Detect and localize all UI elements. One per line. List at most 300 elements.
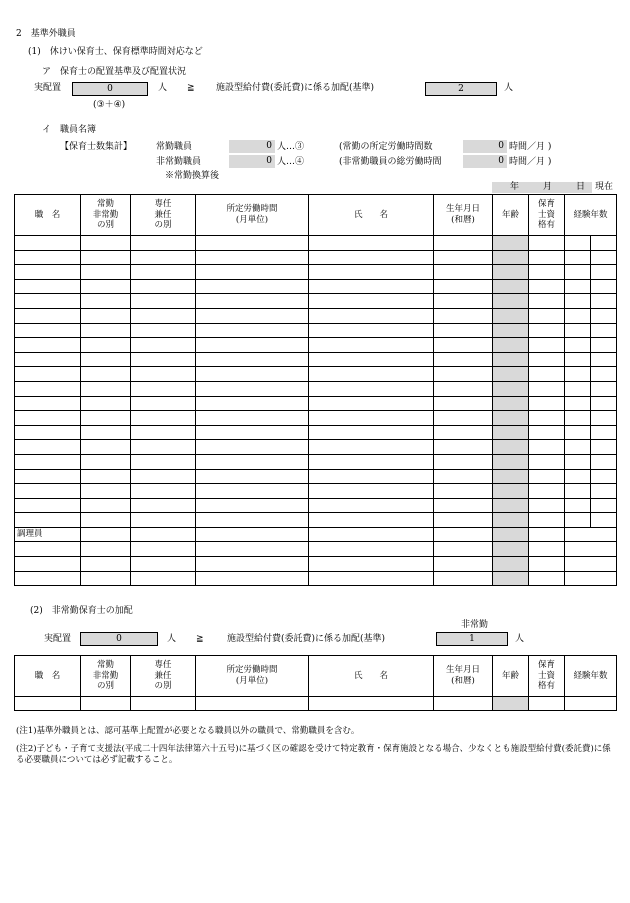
cell[interactable] [196,697,309,711]
cell[interactable] [529,338,565,353]
cell[interactable] [81,367,131,382]
cell[interactable] [15,425,81,440]
t2-col-role: 職 名 [15,656,81,697]
cell[interactable] [434,381,493,396]
cell[interactable] [81,308,131,323]
cell[interactable] [131,425,196,440]
cell[interactable] [81,396,131,411]
cell[interactable] [591,338,617,353]
cell[interactable] [196,265,309,280]
table-row [15,542,617,557]
cell[interactable] [131,440,196,455]
date-now-label: 現在 [595,182,614,192]
cell[interactable] [15,411,81,426]
t2-col-dedicated: 専任 兼任 の別 [131,656,196,697]
parttime-label: 非常勤職員 [156,157,202,167]
cell[interactable] [591,411,617,426]
cell[interactable] [565,367,591,382]
s2-facility-allowance-label: 施設型給付費(委託費)に係る加配(基準) [227,634,386,644]
cell[interactable] [15,557,81,572]
cell[interactable] [434,697,493,711]
table-row [15,440,617,455]
cell[interactable] [434,498,493,513]
section-title: 2 基準外職員 [16,29,76,39]
cell[interactable] [15,469,81,484]
cell[interactable] [15,338,81,353]
required-placement-value: 2 [458,84,464,94]
date-year: 年 [510,182,520,192]
cell[interactable] [309,396,434,411]
cell[interactable] [81,527,131,542]
cell[interactable] [15,697,81,711]
cell[interactable] [529,411,565,426]
cell[interactable] [196,236,309,251]
cell[interactable] [434,513,493,528]
fulltime-suffix: 人…③ [277,142,305,152]
col-cert: 保育 士資 格有 [529,195,565,236]
cell[interactable] [309,454,434,469]
cell[interactable] [131,697,196,711]
subsection-1b-title: イ 職員名簿 [42,125,97,135]
cell[interactable] [196,411,309,426]
cell[interactable] [81,323,131,338]
parttime-suffix: 人…④ [277,157,305,167]
cell[interactable] [131,411,196,426]
cell[interactable] [81,425,131,440]
cell[interactable] [434,484,493,499]
cell[interactable] [529,323,565,338]
age-cell [493,411,529,426]
col-birth: 生年月日 (和暦) [434,195,493,236]
cell[interactable] [529,250,565,265]
cell[interactable] [591,279,617,294]
cell[interactable] [565,454,591,469]
cell[interactable] [196,279,309,294]
cell[interactable] [434,250,493,265]
cell[interactable] [15,294,81,309]
cell[interactable] [309,440,434,455]
parttime-count-field[interactable] [229,155,275,168]
parttime-count-value: 0 [266,156,272,166]
cell[interactable] [81,440,131,455]
note-1: (注1)基準外職員とは、認可基準上配置が必要となる職員以外の職員で、常勤職員を含む。 [16,726,360,736]
cell[interactable] [591,498,617,513]
cell[interactable] [196,557,309,572]
cell[interactable] [309,294,434,309]
col-name: 氏 名 [309,195,434,236]
actual-placement-value: 0 [107,84,113,94]
cell[interactable] [131,279,196,294]
table-row [15,484,617,499]
cell[interactable] [434,338,493,353]
cell[interactable] [529,294,565,309]
cell[interactable] [131,367,196,382]
fulltime-hours-field[interactable] [463,140,507,153]
cell[interactable] [309,308,434,323]
subsection-2-title: (2) 非常勤保育士の加配 [30,606,133,616]
cell[interactable] [565,571,617,586]
age-cell [493,425,529,440]
s2-person-unit-2: 人 [515,634,525,644]
cell[interactable] [529,513,565,528]
cell[interactable] [529,557,565,572]
table-row [15,308,617,323]
cell[interactable] [565,236,591,251]
parttime-hours-field[interactable] [463,155,507,168]
date-month: 月 [543,182,553,192]
cell[interactable] [309,425,434,440]
s2-person-unit: 人 [167,634,177,644]
cell[interactable] [309,236,434,251]
cell[interactable] [131,265,196,280]
cell[interactable] [196,381,309,396]
cell[interactable] [15,513,81,528]
cell[interactable] [529,454,565,469]
cell[interactable] [565,542,617,557]
cell[interactable] [81,513,131,528]
cell[interactable] [565,396,591,411]
note-2: (注2)子ども・子育て支援法(平成二十四年法律第六十五号)に基づく区の確認を受けて特定教育・保育施設となる場合、少なくとも施設型給付費(委託費)に係る必要職員については必ず記載すること。 [16,744,611,766]
cell[interactable] [309,542,434,557]
cell[interactable] [196,454,309,469]
cell[interactable] [15,352,81,367]
age-cell [493,236,529,251]
cell[interactable] [591,469,617,484]
subsection-1-title: (1) 休けい保育士、保育標準時間対応など [28,47,203,57]
cell[interactable] [81,250,131,265]
actual-placement-label: 実配置 [34,83,62,93]
cell[interactable] [196,250,309,265]
cell[interactable] [591,265,617,280]
required-placement-field[interactable] [425,82,497,96]
cell[interactable] [15,265,81,280]
cell[interactable] [434,396,493,411]
cell[interactable] [591,381,617,396]
cell[interactable] [434,308,493,323]
cell[interactable] [565,381,591,396]
cell[interactable] [15,498,81,513]
table-row [15,411,617,426]
cell[interactable] [131,396,196,411]
cell[interactable] [529,352,565,367]
table-row [15,323,617,338]
cell[interactable] [131,469,196,484]
age-cell [493,381,529,396]
cell[interactable] [15,381,81,396]
cell[interactable] [81,469,131,484]
cell[interactable] [565,338,591,353]
cell[interactable] [15,542,81,557]
age-cell [493,440,529,455]
age-cell [493,308,529,323]
cell[interactable] [196,498,309,513]
cell[interactable] [434,279,493,294]
cell[interactable] [434,352,493,367]
age-cell [493,338,529,353]
cell[interactable] [565,527,617,542]
cell[interactable] [565,513,591,528]
cell[interactable] [434,367,493,382]
cell[interactable] [591,236,617,251]
cell[interactable] [131,454,196,469]
cell[interactable] [131,557,196,572]
cell[interactable] [565,498,591,513]
table-header-row [15,195,617,236]
cell[interactable] [309,381,434,396]
cell[interactable] [591,425,617,440]
cell[interactable] [565,469,591,484]
fulltime-hours-suffix: 時間／月 ) [509,142,552,152]
cell[interactable] [15,571,81,586]
cell[interactable] [529,440,565,455]
cell[interactable] [15,323,81,338]
cell[interactable] [196,513,309,528]
cell[interactable] [196,425,309,440]
cell[interactable] [81,484,131,499]
cell[interactable] [309,469,434,484]
cell[interactable] [434,469,493,484]
cell[interactable] [434,542,493,557]
cell[interactable] [591,396,617,411]
cell[interactable] [15,396,81,411]
cell[interactable] [81,542,131,557]
cell[interactable] [565,294,591,309]
cell[interactable] [15,484,81,499]
cell[interactable] [81,381,131,396]
cell[interactable] [529,498,565,513]
cell[interactable] [131,323,196,338]
cell[interactable] [434,236,493,251]
cell[interactable] [309,250,434,265]
cell[interactable] [434,425,493,440]
cell[interactable] [529,381,565,396]
cell[interactable] [131,498,196,513]
age-cell [493,367,529,382]
cell[interactable] [309,265,434,280]
cell[interactable] [81,294,131,309]
table2-row [15,697,617,711]
table-row [15,425,617,440]
cell[interactable] [15,308,81,323]
cell[interactable] [81,454,131,469]
cell[interactable] [131,294,196,309]
cell[interactable] [81,411,131,426]
cell[interactable] [196,527,309,542]
age-cell [493,323,529,338]
cell[interactable] [15,279,81,294]
cell[interactable] [196,308,309,323]
cell[interactable] [131,542,196,557]
cell[interactable] [309,527,434,542]
cell[interactable] [81,557,131,572]
cell[interactable] [591,513,617,528]
cell[interactable] [196,469,309,484]
parttime-staff-table [14,655,617,711]
s2-required-placement-field[interactable] [436,632,508,646]
cell[interactable] [15,440,81,455]
cell[interactable] [434,294,493,309]
cell[interactable] [131,352,196,367]
cell[interactable] [529,308,565,323]
cell[interactable] [591,454,617,469]
cell[interactable] [529,265,565,280]
cell[interactable] [309,411,434,426]
table-row [15,571,617,586]
cell[interactable] [131,484,196,499]
cell[interactable] [565,279,591,294]
cell[interactable] [81,265,131,280]
age-cell [493,469,529,484]
cell[interactable] [434,557,493,572]
s2-required-placement-value: 1 [469,634,475,644]
table-row [15,513,617,528]
cell[interactable] [434,411,493,426]
cell[interactable] [309,697,434,711]
cell[interactable] [131,338,196,353]
cell[interactable] [591,367,617,382]
cell[interactable] [529,236,565,251]
cell[interactable] [15,236,81,251]
date-field[interactable] [492,182,592,193]
cell[interactable] [434,323,493,338]
cell[interactable] [131,381,196,396]
cell[interactable] [434,265,493,280]
cell[interactable] [196,294,309,309]
parttime-hours-value: 0 [498,156,504,166]
cell[interactable] [565,308,591,323]
table-row [15,352,617,367]
sum-note: (③＋④) [93,100,126,110]
cell[interactable] [81,498,131,513]
cell[interactable] [196,323,309,338]
cell[interactable] [434,454,493,469]
cell[interactable] [81,697,131,711]
cell[interactable] [196,367,309,382]
age-cell [493,557,529,572]
cell[interactable] [565,484,591,499]
cell[interactable] [529,542,565,557]
cell[interactable] [131,571,196,586]
s2-actual-placement-label: 実配置 [44,634,72,644]
cell[interactable] [196,440,309,455]
cell[interactable] [131,513,196,528]
t2-col-name: 氏 名 [309,656,434,697]
cell[interactable] [196,484,309,499]
cell[interactable] [196,396,309,411]
cell[interactable] [15,454,81,469]
cell[interactable] [309,513,434,528]
cell[interactable] [565,697,617,711]
cell[interactable] [591,440,617,455]
cell[interactable] [529,279,565,294]
cell[interactable] [131,527,196,542]
cell[interactable] [565,323,591,338]
cell[interactable] [591,250,617,265]
table-row [15,250,617,265]
cell[interactable] [131,250,196,265]
cell[interactable] [434,571,493,586]
fulltime-count-field[interactable] [229,140,275,153]
cell[interactable] [196,338,309,353]
cell[interactable] [565,250,591,265]
cell[interactable] [309,279,434,294]
age-cell [493,697,529,711]
cell[interactable] [434,440,493,455]
age-cell [493,484,529,499]
cell[interactable] [529,484,565,499]
age-cell [493,454,529,469]
cell[interactable] [565,425,591,440]
cell[interactable] [529,367,565,382]
cell[interactable] [529,697,565,711]
cell[interactable] [81,338,131,353]
cell[interactable] [309,352,434,367]
s2-actual-placement-value: 0 [116,634,122,644]
cell[interactable] [81,571,131,586]
cell[interactable] [81,236,131,251]
col-experience: 経験年数 [565,195,617,236]
cell[interactable] [529,469,565,484]
s2-geq-symbol: ≧ [196,634,204,644]
fulltime-hours-label: (常勤の所定労働時間数 [339,142,433,152]
s2-actual-placement-field[interactable] [80,632,158,646]
cell[interactable] [529,527,565,542]
cell[interactable] [591,484,617,499]
cell[interactable] [529,571,565,586]
cell[interactable] [309,338,434,353]
cell[interactable] [309,367,434,382]
cell[interactable] [81,352,131,367]
cell[interactable] [565,352,591,367]
table-row [15,367,617,382]
age-cell [493,294,529,309]
cell[interactable] [591,352,617,367]
cell[interactable] [309,571,434,586]
cell[interactable] [196,542,309,557]
cell[interactable] [15,367,81,382]
cell[interactable] [565,557,617,572]
table-row [15,338,617,353]
count-label: 【保育士数集計】 [60,142,133,152]
cell[interactable] [591,294,617,309]
table-row [15,294,617,309]
cell[interactable] [529,425,565,440]
cell[interactable] [309,498,434,513]
cell[interactable] [565,265,591,280]
cell[interactable] [131,308,196,323]
cell[interactable] [309,323,434,338]
cell[interactable] [591,308,617,323]
actual-placement-field[interactable] [72,82,148,96]
cell[interactable] [565,411,591,426]
age-cell [493,279,529,294]
cell[interactable] [309,557,434,572]
table-row [15,265,617,280]
cell[interactable] [196,352,309,367]
table-row [15,557,617,572]
cell[interactable] [196,571,309,586]
table-row [15,469,617,484]
cell[interactable] [565,440,591,455]
cell[interactable] [15,250,81,265]
t2-col-cert: 保育 士資 格有 [529,656,565,697]
cell[interactable] [81,279,131,294]
cell[interactable] [529,396,565,411]
cell[interactable] [591,323,617,338]
cell[interactable] [434,527,493,542]
cell[interactable] [131,236,196,251]
cell[interactable] [309,484,434,499]
